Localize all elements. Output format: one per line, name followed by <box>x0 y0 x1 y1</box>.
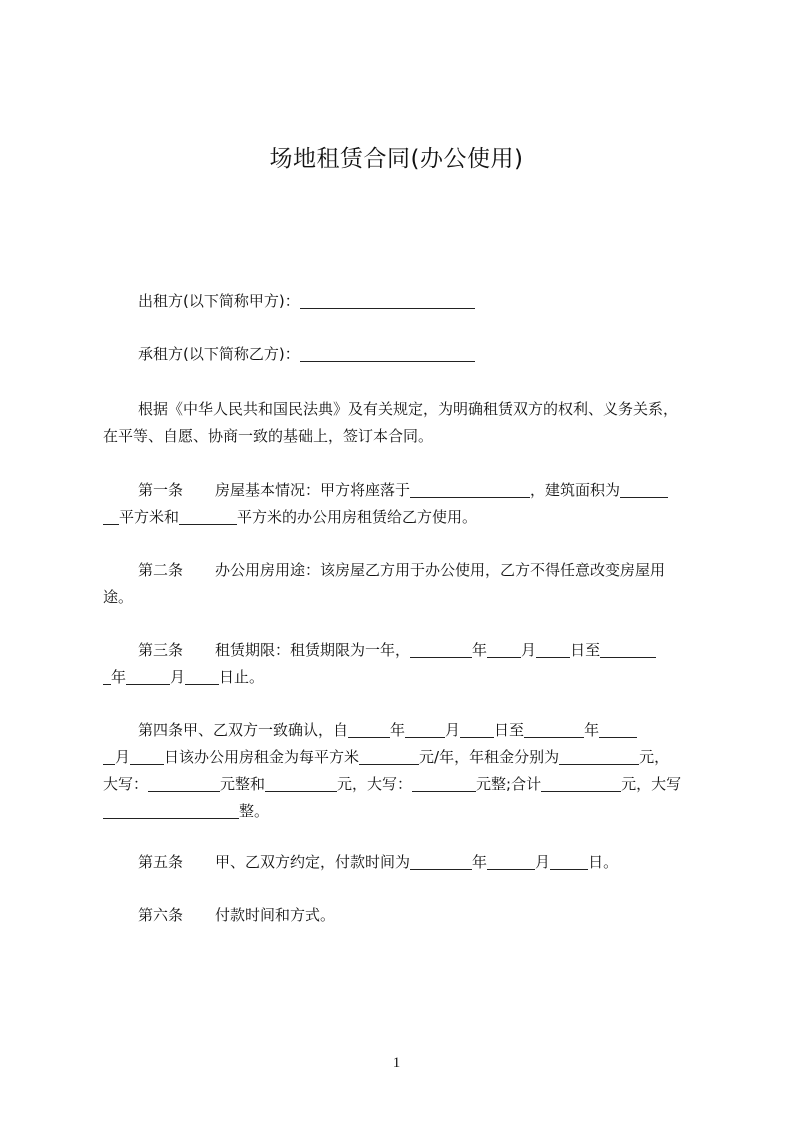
article3-heading: 第三条 <box>138 641 184 659</box>
total-daxie-blank[interactable] <box>103 802 239 819</box>
article2-line-2 <box>103 583 703 611</box>
area-blank-1b[interactable] <box>103 508 119 525</box>
article4-line-4 <box>103 797 703 825</box>
article4-yuan-1: 元， <box>639 748 670 766</box>
area-blank-1a[interactable] <box>620 481 668 498</box>
article6-heading: 第六条 <box>138 906 184 924</box>
rent-start-day-blank[interactable] <box>460 721 494 738</box>
article4-heading: 第四条甲、乙双方一致确认，自 <box>138 721 349 739</box>
article3-line-1 <box>103 636 703 664</box>
end-year-blank-b[interactable] <box>103 668 111 685</box>
article5-line <box>103 848 703 876</box>
article4-line-3 <box>103 770 703 798</box>
article1-text-d: 平方米的办公用房租赁给乙方使用。 <box>237 508 478 526</box>
intro-text-1: 根据《中华人民共和国民法典》及有关规定，为明确租赁双方的权利、义务关系， <box>138 400 679 418</box>
intro-text-2: 在平等、自愿、协商一致的基础上，签订本合同。 <box>103 427 434 445</box>
article3-line-2 <box>103 663 703 691</box>
annual-rent-blank[interactable] <box>559 748 639 765</box>
article1-line-1 <box>103 476 703 504</box>
article4-zheng: 整。 <box>239 802 270 820</box>
lessee-name-blank[interactable] <box>300 345 475 362</box>
article3-day-1: 日 <box>570 641 586 659</box>
article5-day-end: 日。 <box>588 853 619 871</box>
lessor-name-blank[interactable] <box>300 292 475 309</box>
article3-to: 至 <box>585 641 601 659</box>
article2-heading: 第二条 <box>138 561 184 579</box>
article3-year-2: 年 <box>111 668 127 686</box>
article4-line-1 <box>103 716 703 744</box>
rent-end-year-blank[interactable] <box>524 721 584 738</box>
article4-yuan-2: 元，大写： <box>337 775 413 793</box>
article6-text-a: 付款时间和方式。 <box>215 906 336 924</box>
page-title: 场地租赁合同(办公使用) <box>269 146 524 172</box>
article5-heading: 第五条 <box>138 853 184 871</box>
article1-text-c: 平方米和 <box>119 508 180 526</box>
article4-year-1: 年 <box>390 721 406 739</box>
rent-start-year-blank[interactable] <box>348 721 390 738</box>
article4-total-label: 元整;合计 <box>476 775 542 793</box>
page-number: 1 <box>392 1055 401 1071</box>
article4-daxie-1: 大写： <box>103 775 149 793</box>
article3-text-a: 租赁期限：租赁期限为一年， <box>215 641 411 659</box>
article5-month: 月 <box>535 853 551 871</box>
article5-text-a: 甲、乙双方约定，付款时间为 <box>215 853 411 871</box>
payment-month-blank[interactable] <box>487 853 535 870</box>
article4-yuan-zheng-he: 元整和 <box>220 775 266 793</box>
rent-end-month-blank-a[interactable] <box>599 721 637 738</box>
article3-month-1: 月 <box>521 641 537 659</box>
start-month-blank[interactable] <box>487 641 521 658</box>
article5-year: 年 <box>472 853 488 871</box>
article2-text-a: 办公用房用途：该房屋乙方用于办公使用，乙方不得任意改变房屋用 <box>215 561 666 579</box>
article1-text-a: 房屋基本情况：甲方将座落于 <box>215 481 411 499</box>
area-blank-2[interactable] <box>179 508 237 525</box>
article4-day-to: 日至 <box>494 721 525 739</box>
article4-line-2 <box>103 743 703 771</box>
article1-line-2 <box>103 503 703 531</box>
article4-month-2: 月 <box>115 748 131 766</box>
article4-month-1: 月 <box>445 721 461 739</box>
article3-year-1: 年 <box>472 641 488 659</box>
end-month-blank[interactable] <box>126 668 170 685</box>
start-year-blank[interactable] <box>410 641 472 658</box>
end-day-blank[interactable] <box>185 668 219 685</box>
total-amount-blank[interactable] <box>541 775 621 792</box>
article4-yuan-daxie: 元，大写 <box>621 775 682 793</box>
rent-daxie-blank-1[interactable] <box>148 775 220 792</box>
article1-text-b: ，建筑面积为 <box>530 481 621 499</box>
article4-text-b: 日该办公用房租金为每平方米 <box>164 748 360 766</box>
unit-price-blank[interactable] <box>359 748 419 765</box>
intro-line-1 <box>103 395 703 423</box>
rent-amount-blank-2[interactable] <box>265 775 337 792</box>
lessee-label: 承租方(以下简称乙方)： <box>138 345 300 363</box>
payment-day-blank[interactable] <box>550 853 588 870</box>
end-year-blank-a[interactable] <box>600 641 656 658</box>
article1-heading: 第一条 <box>138 481 184 499</box>
rent-end-month-blank-b[interactable] <box>103 748 115 765</box>
article3-end: 日止。 <box>219 668 265 686</box>
article2-line-1 <box>103 556 703 584</box>
article2-text-b: 途。 <box>103 588 134 606</box>
rent-end-day-blank[interactable] <box>130 748 164 765</box>
lessor-label: 出租方(以下简称甲方)： <box>138 292 300 310</box>
rent-start-month-blank[interactable] <box>405 721 445 738</box>
rent-daxie-blank-2[interactable] <box>412 775 476 792</box>
article4-year-2: 年 <box>584 721 600 739</box>
start-day-blank[interactable] <box>536 641 570 658</box>
intro-line-2 <box>103 422 703 450</box>
article6-line <box>103 901 703 929</box>
article3-month-2: 月 <box>170 668 186 686</box>
lessor-line <box>103 287 703 315</box>
location-blank[interactable] <box>410 481 530 498</box>
article4-unit: 元/年，年租金分别为 <box>419 748 560 766</box>
lessee-line <box>103 340 703 368</box>
payment-year-blank[interactable] <box>410 853 472 870</box>
